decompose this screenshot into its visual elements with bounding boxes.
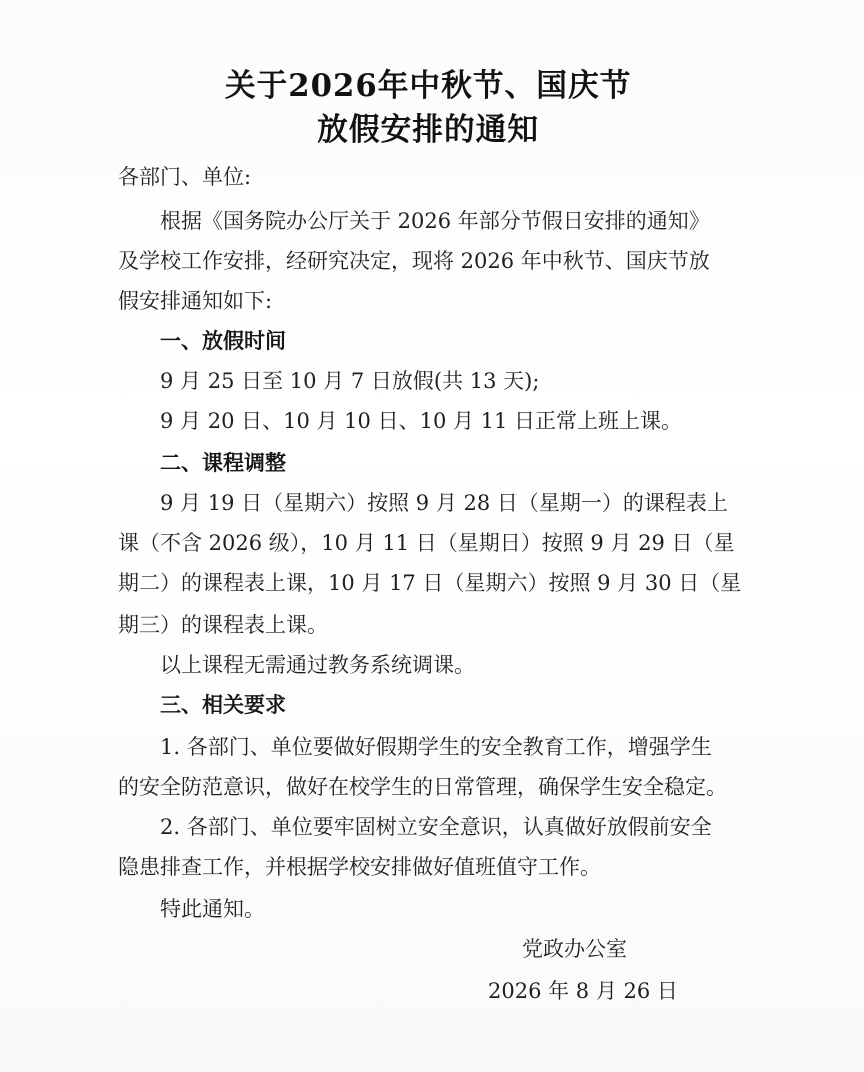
closing-text: 特此通知。 [160,897,265,921]
section3-heading: 三、相关要求 [160,693,286,717]
section3-line-1: 1. 各部门、单位要做好假期学生的安全教育工作，增强学生 [160,735,712,759]
section2-line-5: 以上课程无需通过教务系统调课。 [160,653,475,677]
section2-line-2: 课（不含 2026 级），10 月 11 日（星期日）按照 9 月 29 日（星 [118,531,735,555]
intro-line-1: 根据《国务院办公厅关于 2026 年部分节假日安排的通知》 [160,209,710,233]
intro-line-3: 假安排通知如下: [118,289,273,313]
notice-title-line2: 放假安排的通知 [317,112,540,148]
salutation: 各部门、单位: [118,165,252,189]
intro-line-2: 及学校工作安排，经研究决定，现将 2026 年中秋节、国庆节放 [118,249,710,273]
section3-line-4: 隐患排查工作，并根据学校安排做好值班值守工作。 [118,855,601,879]
notice-title-line1: 关于2026年中秋节、国庆节 [224,68,632,104]
section1-line-1: 9 月 25 日至 10 月 7 日放假(共 13 天); [160,369,540,393]
signature-date: 2026 年 8 月 26 日 [488,979,678,1003]
section2-line-3: 期二）的课程表上课，10 月 17 日（星期六）按照 9 月 30 日（星 [118,571,742,595]
section2-heading: 二、课程调整 [160,451,286,475]
section3-line-3: 2. 各部门、单位要牢固树立安全意识，认真做好放假前安全 [160,815,712,839]
section2-line-1: 9 月 19 日（星期六）按照 9 月 28 日（星期一）的课程表上 [160,491,728,515]
signature-office: 党政办公室 [522,937,627,961]
section1-heading: 一、放假时间 [160,329,286,353]
section1-line-2: 9 月 20 日、10 月 10 日、10 月 11 日正常上班上课。 [160,409,683,433]
section2-line-4: 期三）的课程表上课。 [118,613,328,637]
section3-line-2: 的安全防范意识，做好在校学生的日常管理，确保学生安全稳定。 [118,775,727,799]
